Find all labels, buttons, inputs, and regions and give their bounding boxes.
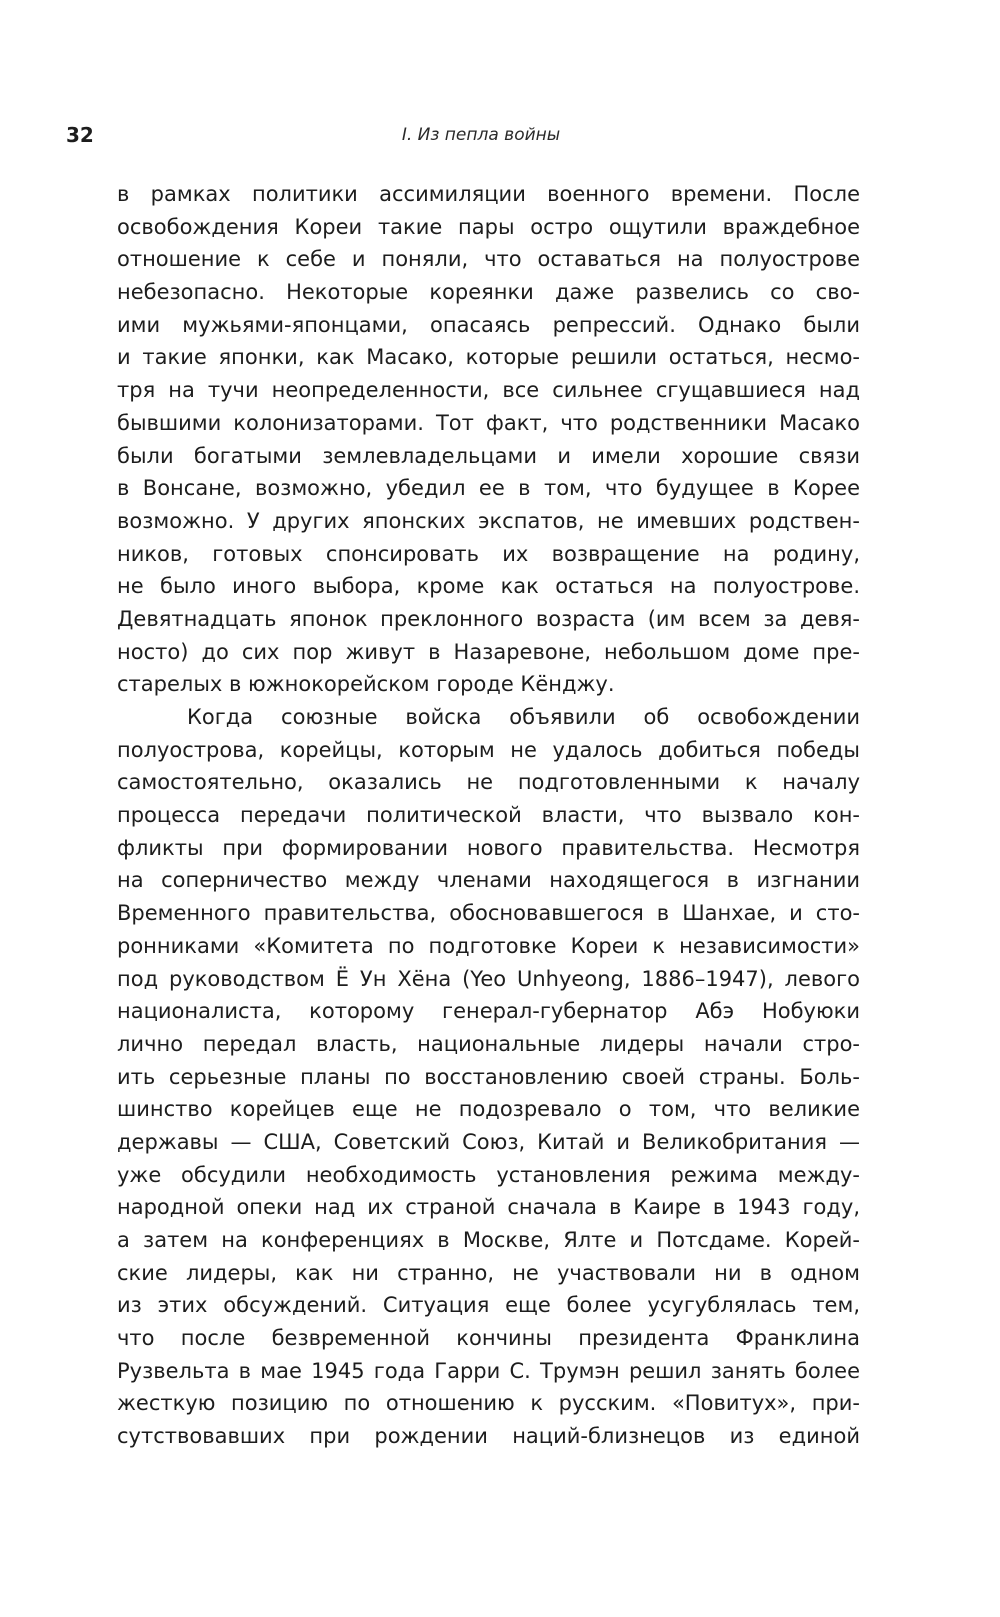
text-line: уже обсудили необходимость установления режима между- [117, 1162, 860, 1187]
text-line: Девятнадцать японок преклонного возраста (им всем за девя- [117, 606, 860, 631]
text-line: старелых в южнокорейском городе Кёнджу. [117, 672, 615, 697]
text-line: отношение к себе и поняли, что оставаться на полуострове [117, 247, 860, 272]
text-line: сутствовавших при рождении наций-близнецов из единой [117, 1424, 860, 1449]
page-header [66, 120, 896, 150]
text-line: фликты при формировании нового правительства. Несмотря [117, 835, 860, 860]
text-line: Рузвельта в мае 1945 года Гарри С. Трумэн решил занять более [117, 1358, 860, 1383]
text-line: и такие японки, как Масако, которые решили остаться, несмо- [117, 345, 860, 370]
text-line: не было иного выбора, кроме как остаться на полуострове. [117, 574, 860, 599]
text-line: из этих обсуждений. Ситуация еще более усугублялась тем, [117, 1293, 860, 1318]
running-head: I. Из пепла войны [401, 125, 561, 145]
text-line: что после безвременной кончины президента Франклина [117, 1326, 860, 1351]
page-number: 32 [66, 123, 94, 147]
text-line: ронниками «Комитета по подготовке Кореи к независимости» [117, 933, 860, 958]
text-line: державы — США, Советский Союз, Китай и Великобритания — [117, 1129, 860, 1154]
text-line: самостоятельно, оказались не подготовленными к началу [117, 770, 860, 795]
text-line: ить серьезные планы по восстановлению своей страны. Боль- [117, 1064, 860, 1089]
text-line: освобождения Кореи такие пары остро ощутили враждебное [117, 214, 860, 239]
text-line: небезопасно. Некоторые кореянки даже развелись со сво- [117, 280, 860, 305]
text-line: полуострова, корейцы, которым не удалось добиться победы [117, 737, 860, 762]
text-line: ими мужьями-японцами, опасаясь репрессий. Однако были [117, 312, 860, 337]
text-line: были богатыми землевладельцами и имели хорошие связи [117, 443, 860, 468]
text-line: бывшими колонизаторами. Тот факт, что родственники Масако [117, 410, 860, 435]
text-line: возможно. У других японских экспатов, не имевших родствен- [117, 508, 860, 533]
text-line: а затем на конференциях в Москве, Ялте и Потсдаме. Корей- [117, 1228, 860, 1252]
text-line: тря на тучи неопределенности, все сильнее сгущавшиеся над [117, 378, 860, 403]
text-line: националиста, которому генерал-губернатор Абэ Нобуюки [117, 999, 860, 1024]
text-line: носто) до сих пор живут в Назаревоне, небольшом доме пре- [117, 639, 860, 664]
text-line: ские лидеры, как ни странно, не участвовали ни в одном [117, 1260, 860, 1285]
text-line: на соперничество между членами находящегося в изгнании [117, 868, 860, 893]
text-line: процесса передачи политической власти, что вызвало кон- [117, 803, 860, 828]
text-line: ников, готовых спонсировать их возвращение на родину, [117, 541, 860, 566]
body-text [117, 178, 860, 1453]
text-line: в рамках политики ассимиляции военного времени. После [117, 182, 860, 206]
text-line: под руководством Ё Ун Хёна (Yeo Unhyeong, 1886–1947), левого [117, 966, 860, 991]
text-line: Когда союзные войска объявили об освобождении [187, 705, 860, 729]
text-line: жесткую позицию по отношению к русским. «Повитух», при- [117, 1391, 860, 1416]
text-line: Временного правительства, обосновавшегося в Шанхае, и сто- [117, 901, 860, 926]
text-line: народной опеки над их страной сначала в Каире в 1943 году, [117, 1195, 860, 1220]
text-line: лично передал власть, национальные лидеры начали стро- [117, 1031, 860, 1056]
text-line: шинство корейцев еще не подозревало о том, что великие [117, 1097, 860, 1122]
text-line: в Вонсане, возможно, убедил ее в том, что будущее в Корее [117, 476, 860, 501]
